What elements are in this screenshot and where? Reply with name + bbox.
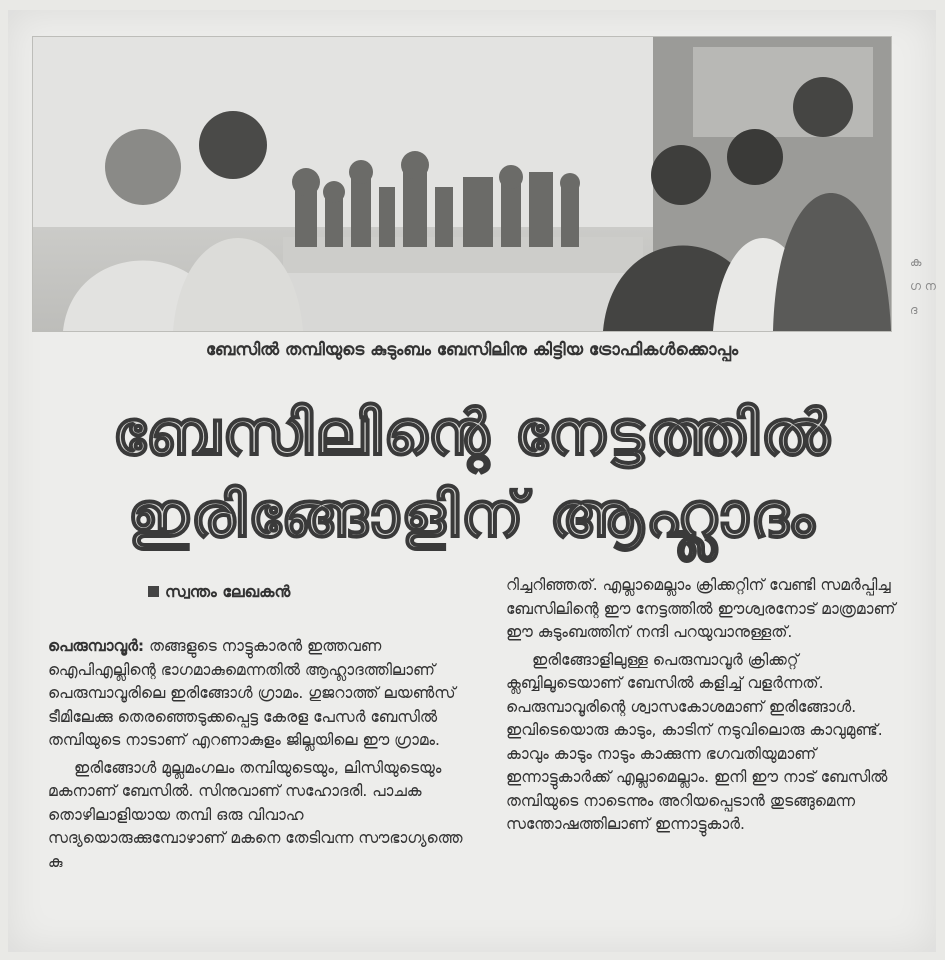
article-column-left [48,635,466,878]
paragraph [48,635,466,753]
paragraph-text: തങ്ങളുടെ നാട്ടുകാരൻ ഇത്തവണ ഐപിഎല്ലിന്റെ ഭാഗമാകുമെന്നതിൽ ആഹ്ലാദത്തിലാണ് പെരുമ്പാവൂരിലെ ഇരിങ്ങോൾ ഗ്രാമം. ഗുജറാത്ത് ലയൺസ് ടീമിലേക്കു തെരഞ്ഞെടുക്കപ്പെട്ട കേരള പേസർ ബേസിൽ തമ്പിയുടെ നാടാണ് എറണാകുളം ജില്ലയിലെ ഈ ഗ്രാമം. [48,637,456,749]
byline [148,582,290,602]
byline-square-icon [148,586,159,597]
adjacent-column-edge: ക ഗ ന ദ [910,255,936,317]
dateline: പെരുമ്പാവൂർ: [48,637,145,655]
family-photo [32,36,892,332]
paragraph: ഇരിങ്ങോളിലുള്ള പെരുമ്പാവൂർ ക്രിക്കറ്റ് ക്ലബ്ബിലൂടെയാണ് ബേസിൽ കളിച്ച് വളർന്നത്. പെരുമ്പാവൂരിന്റെ ശ്വാസകോശമാണ് ഇരിങ്ങോൾ. ഇവിടെയൊരു കാടും, കാടിന് നടുവിലൊരു കാവുമുണ്ട്. കാവും കാടും നാടും കാക്കുന്ന ഭഗവതിയുമാണ് ഇന്നാട്ടുകാർക്ക് എല്ലാമെല്ലാം. ഇനി ഈ നാട് ബേസിൽ തമ്പിയുടെ നാടെന്നും അറിയപ്പെടാൻ തുടങ്ങുമെന്ന സന്തോഷത്തിലാണ് ഇന്നാട്ടുകാർ. [506,650,888,833]
paragraph: ഇരിങ്ങോൾ മുല്ലമംഗലം തമ്പിയുടെയും, ലിസിയുടെയും മകനാണ് ബേസിൽ. സിനുവാണ് സഹോദരി. പാചക തൊഴിലാളിയായ തമ്പി ഒരു വിവാഹ സദ്യയൊരുക്കുമ്പോഴാണ് മകനെ തേടിവന്ന സൗഭാഗ്യത്തെ കു [48,758,463,871]
headline-line-2: ഇരിങ്ങോളിന് ആഹ്ലാദം [127,478,817,551]
article-column-right [506,574,902,841]
photo-illustration [33,37,891,331]
headline-line-1: ബേസിലിന്റെ നേട്ടത്തിൽ [112,396,832,469]
newspaper-clipping [8,10,936,952]
byline-text: സ്വന്തം ലേഖകൻ [165,582,291,601]
photo-caption: ബേസിൽ തമ്പിയുടെ കുടുംബം ബേസിലിനു കിട്ടിയ ട്രോഫികൾക്കൊപ്പം [205,340,739,360]
paragraph: റിച്ചറിഞ്ഞത്. എല്ലാമെല്ലാം ക്രിക്കറ്റിന് വേണ്ടി സമർപ്പിച്ച ബേസിലിന്റെ ഈ നേട്ടത്തിൽ ഈശ്വരനോട് മാത്രമാണ് ഈ കുടുംബത്തിന് നന്ദി പറയുവാനുള്ളത്. [506,576,896,641]
